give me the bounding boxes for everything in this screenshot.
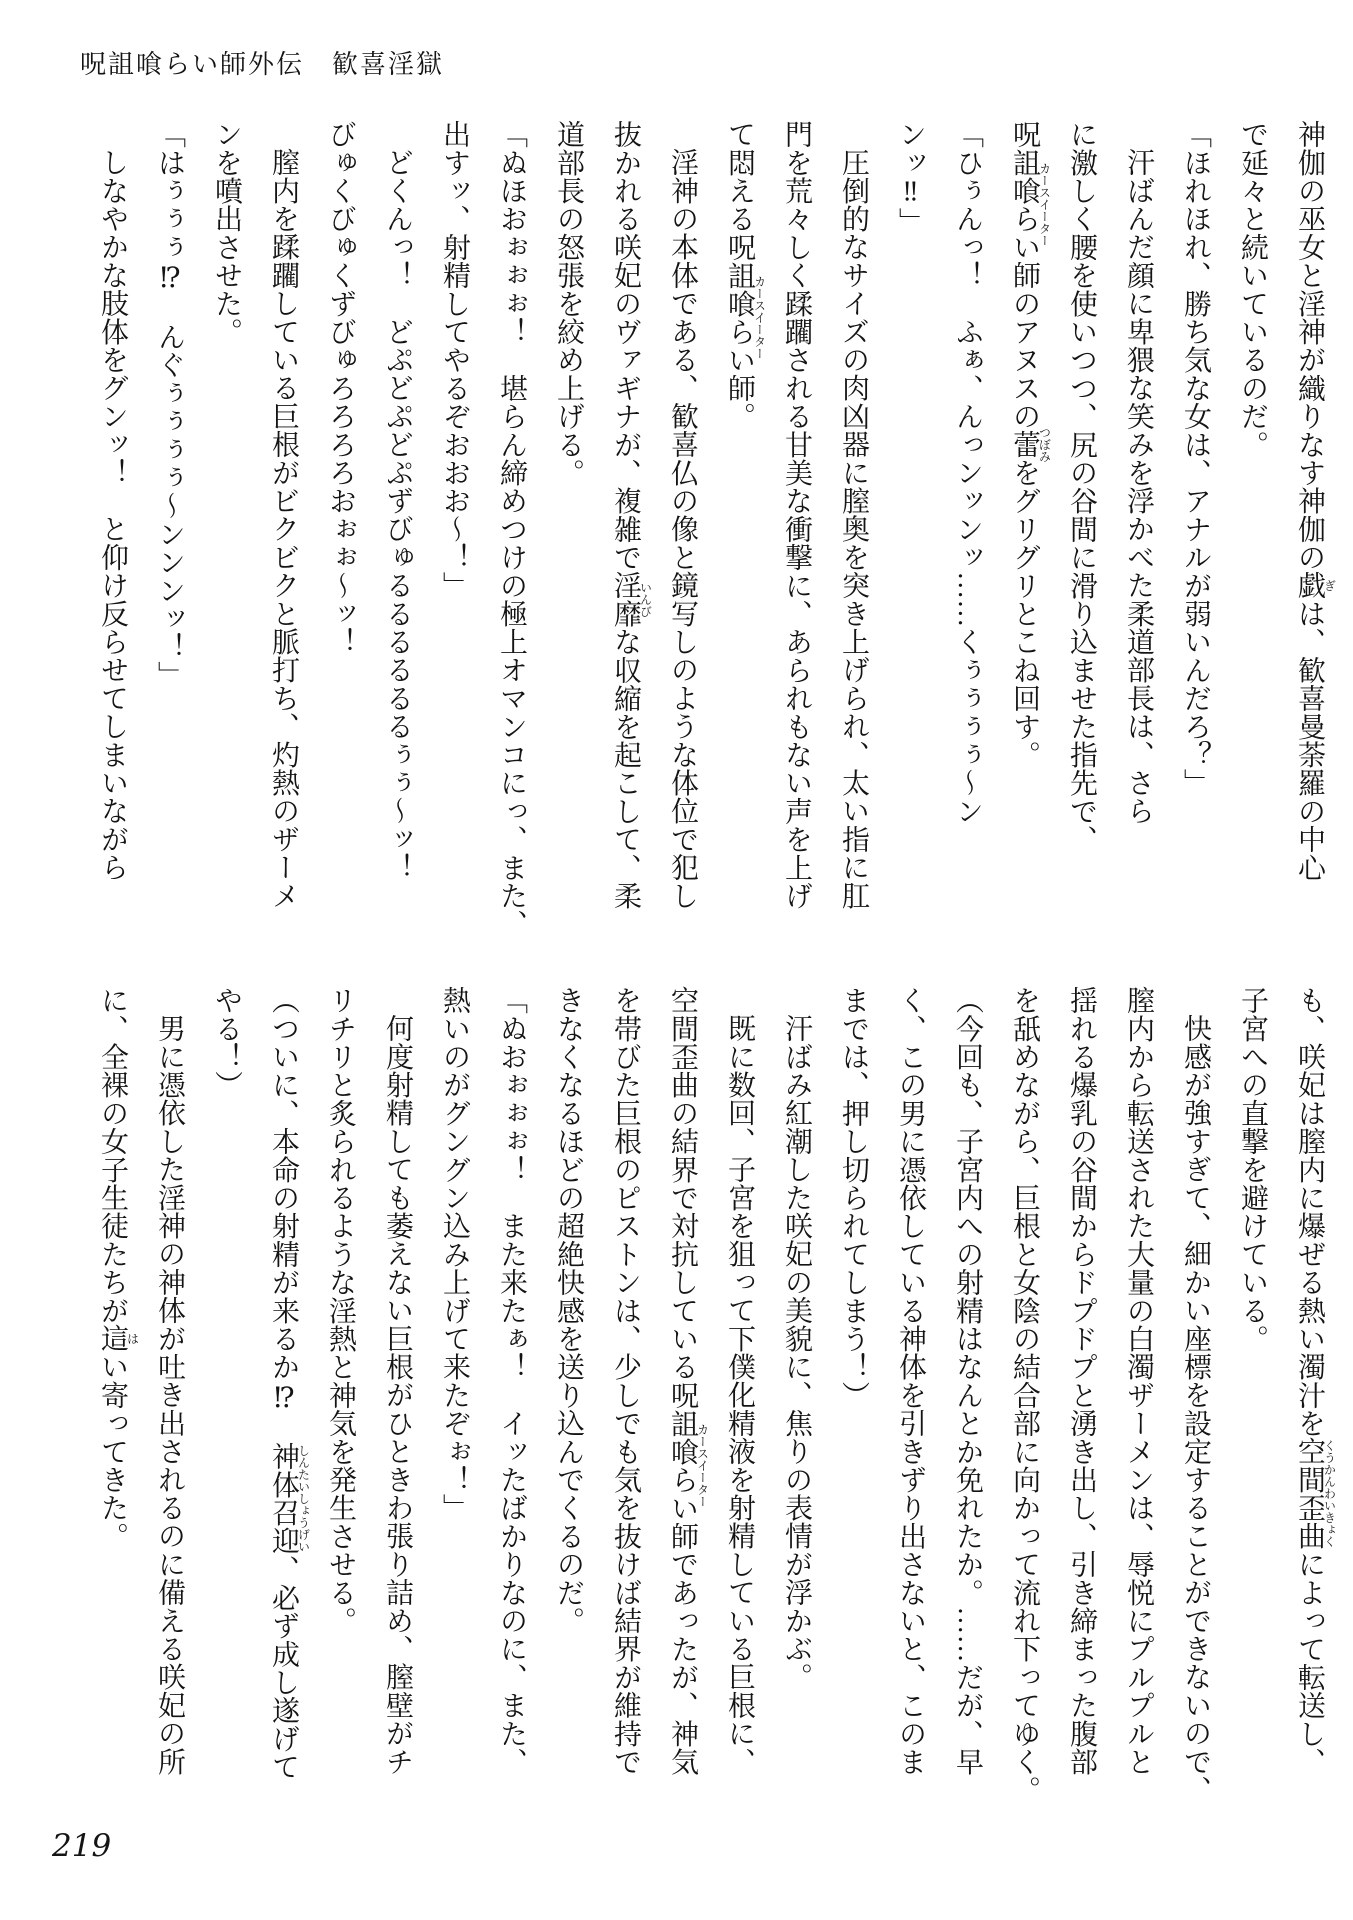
page-number: 219 bbox=[52, 1828, 112, 1864]
text-column: どくんっ！ どぷどぷどぷずびゅるるるるるるぅぅ～ッ！ bbox=[382, 148, 413, 882]
ruby-annotated-text: 空間歪曲くうかんわいきょく bbox=[1294, 1437, 1337, 1551]
text-column: 熱いのがグングン込み上げて来たぞぉ！」 bbox=[439, 986, 470, 1522]
ruby-annotated-text: 神体召迎しんたいしょうげい bbox=[268, 1442, 311, 1556]
text-column: 「ほれほれ、勝ち気な女は、アナルが弱いんだろ？」 bbox=[1180, 120, 1211, 797]
text-column: 「ぬおぉぉぉ！ また来たぁ！ イッたばかりなのに、また、 bbox=[496, 986, 527, 1776]
bottom-text-band bbox=[84, 986, 1338, 1804]
text-column: に、全裸の女子生徒たちが這はい寄ってきた。 bbox=[97, 986, 140, 1551]
text-column: までは、押し切られてしまう！） bbox=[838, 986, 869, 1409]
text-column: 汗ばんだ顔に卑猥な笑みを浮かべた柔道部長は、さら bbox=[1123, 148, 1154, 825]
text-column: も、咲妃は膣内に爆ぜる熱い濁汁を空間歪曲くうかんわいきょくによって転送し、 bbox=[1294, 986, 1337, 1776]
text-column: を舐めながら、巨根と女陰の結合部に向かって流れ下ってゆく。 bbox=[1009, 986, 1040, 1804]
text-column: しなやかな肢体をグンッ！ と仰け反らせてしまいながら bbox=[97, 148, 128, 882]
text-column: （今回も、子宮内への射精はなんとか免れたか。……だが、早 bbox=[952, 986, 983, 1776]
text-column: 男に憑依した淫神の神体が吐き出されるのに備える咲妃の所 bbox=[154, 1014, 185, 1776]
text-column: やる！） bbox=[211, 986, 242, 1099]
text-column: 既に数回、子宮を狙って下僕化精液を射精している巨根に、 bbox=[724, 1014, 755, 1776]
text-column: 快感が強すぎて、細かい座標を設定することができないので、 bbox=[1180, 1014, 1211, 1804]
top-text-band bbox=[84, 120, 1338, 938]
ruby-annotated-text: 呪詛喰らい師カースイーター bbox=[667, 1380, 710, 1551]
ruby-annotated-text: 呪詛喰らい師カースイーター bbox=[724, 232, 767, 403]
text-column: ンッ‼」 bbox=[895, 120, 926, 236]
text-column: （ついに、本命の射精が来るか⁉ 神体召迎しんたいしょうげい、必ず成し遂げて bbox=[268, 986, 311, 1781]
text-column: を帯びた巨根のピストンは、少しでも気を抜けば結界が維持で bbox=[610, 986, 641, 1776]
text-column: 膣内から転送された大量の白濁ザーメンは、辱悦にプルプルと bbox=[1123, 986, 1154, 1776]
text-column: 何度射精しても萎えない巨根がひときわ張り詰め、膣壁がチ bbox=[382, 1014, 413, 1776]
text-column: 淫神の本体である、歓喜仏の像と鏡写しのような体位で犯し bbox=[667, 148, 698, 910]
ruby-annotated-text: 這は bbox=[97, 1324, 140, 1353]
text-column: 「ぬほおぉぉぉ！ 堪らん締めつけの極上オマンコにっ、また、 bbox=[496, 120, 527, 938]
text-column: 神伽の巫女と淫神が織りなす神伽の戯ぎは、歓喜曼荼羅の中心 bbox=[1294, 120, 1337, 882]
text-column: 出すッ、射精してやるぞおおお～！」 bbox=[439, 120, 470, 600]
text-column: ンを噴出させた。 bbox=[211, 120, 242, 346]
text-column: て悶える呪詛喰らい師カースイーター。 bbox=[724, 120, 767, 431]
text-column: 汗ばみ紅潮した咲妃の美貌に、焦りの表情が浮かぶ。 bbox=[781, 1014, 812, 1691]
text-column: に激しく腰を使いつつ、尻の谷間に滑り込ませた指先で、 bbox=[1066, 120, 1097, 854]
ruby-annotated-text: 蕾つぼみ bbox=[1009, 426, 1052, 463]
text-column: 門を荒々しく蹂躙される甘美な衝撃に、あられもない声を上げ bbox=[781, 120, 812, 910]
text-column: で延々と続いているのだ。 bbox=[1237, 120, 1268, 459]
text-column: 空間歪曲の結界で対抗している呪詛喰らい師カースイーターであったが、神気 bbox=[667, 986, 710, 1776]
text-column: 揺れる爆乳の谷間からドプドプと湧き出し、引き締まった腹部 bbox=[1066, 986, 1097, 1776]
ruby-annotated-text: 戯ぎ bbox=[1294, 571, 1337, 600]
text-column: 抜かれる咲妃のヴァギナが、複雑で淫靡いんびな収縮を起こして、柔 bbox=[610, 120, 653, 910]
text-column: リチリと炙られるような淫熱と神気を発生させる。 bbox=[325, 986, 356, 1635]
ruby-annotated-text: 呪詛喰らい師カースイーター bbox=[1009, 120, 1052, 290]
text-column: 道部長の怒張を絞め上げる。 bbox=[553, 120, 584, 487]
text-column: 「はぅぅぅ⁉ んぐぅぅぅぅ～ンンンッ！」 bbox=[154, 120, 185, 689]
ruby-annotated-text: 淫靡いんび bbox=[610, 571, 653, 628]
text-column: 呪詛喰らい師カースイーターのアヌスの蕾つぼみをグリグリとこね回す。 bbox=[1009, 120, 1052, 769]
text-column: 膣内を蹂躙している巨根がビクビクと脈打ち、灼熱のザーメ bbox=[268, 148, 299, 910]
text-column: きなくなるほどの超絶快感を送り込んでくるのだ。 bbox=[553, 986, 584, 1635]
page-header-title: 呪詛喰らい師外伝 歓喜淫獄 bbox=[80, 50, 445, 79]
text-column: く、この男に憑依している神体を引きずり出さないと、このま bbox=[895, 986, 926, 1776]
text-column: びゅくびゅくずびゅろろろろおぉぉ～ッ！ bbox=[325, 120, 356, 656]
text-column: 「ひぅんっ！ ふぁ、んっンッンッ……くぅぅぅぅ～ン bbox=[952, 120, 983, 825]
text-column: 子宮への直撃を避けている。 bbox=[1237, 986, 1268, 1353]
text-column: 圧倒的なサイズの肉凶器に膣奥を突き上げられ、太い指に肛 bbox=[838, 148, 869, 910]
